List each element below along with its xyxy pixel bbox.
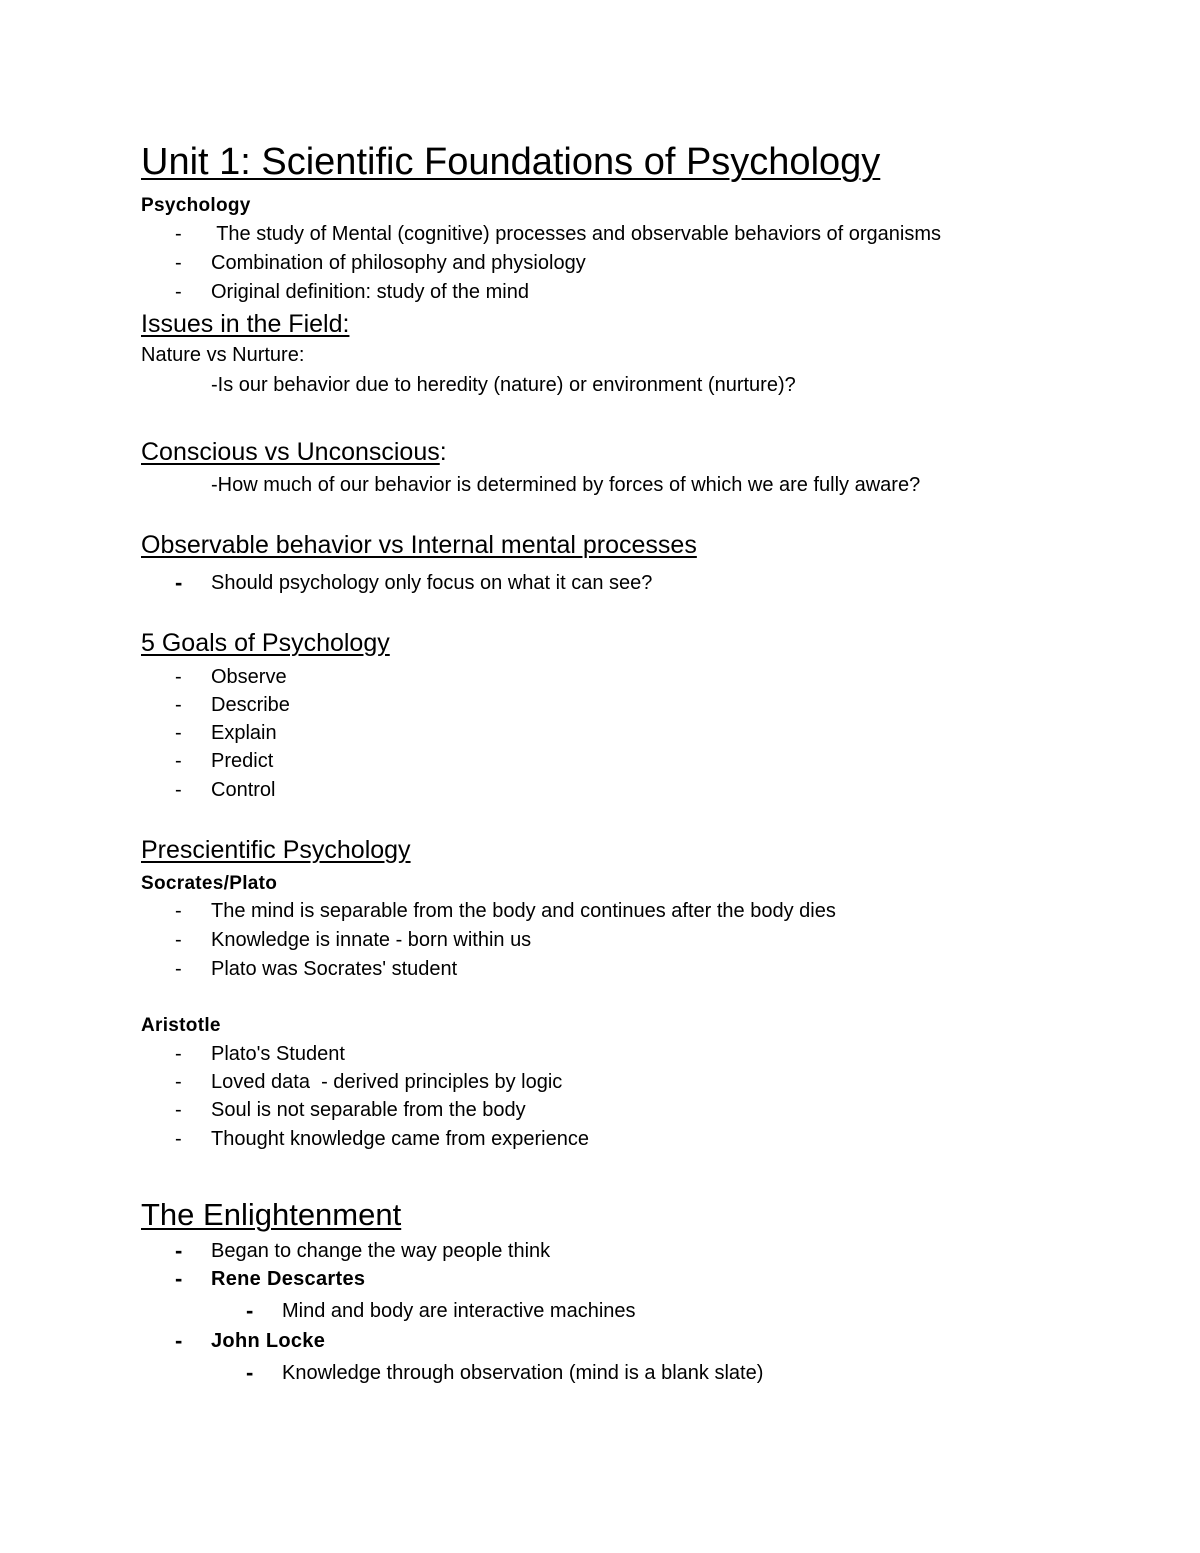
- conscious-heading: Conscious vs Unconscious: [141, 438, 440, 466]
- bullet-dash: -: [175, 223, 182, 245]
- bullet-dash: -: [175, 722, 182, 744]
- bullet-dash: -: [175, 252, 182, 274]
- list-item: Observe: [211, 666, 287, 688]
- psychology-label: Psychology: [141, 195, 251, 216]
- bullet-dash: -: [246, 1298, 254, 1323]
- list-item: Plato was Socrates' student: [211, 958, 458, 980]
- conscious-text: -How much of our behavior is determined by forces of which we are fully aware?: [211, 474, 921, 496]
- aristotle-label: Aristotle: [141, 1015, 221, 1036]
- bullet-dash: -: [175, 1328, 183, 1353]
- bullet-dash: -: [246, 1360, 254, 1385]
- bullet-dash: -: [175, 779, 182, 801]
- page-title: Unit 1: Scientific Foundations of Psychology: [141, 141, 881, 183]
- bullet-dash: -: [175, 570, 183, 595]
- list-item: Original definition: study of the mind: [211, 281, 529, 303]
- list-item: Mind and body are interactive machines: [282, 1300, 636, 1322]
- descartes-label: Rene Descartes: [211, 1268, 366, 1290]
- list-item: Should psychology only focus on what it can see?: [211, 572, 653, 594]
- locke-label: John Locke: [211, 1330, 326, 1352]
- bullet-dash: -: [175, 958, 182, 980]
- bullet-dash: -: [175, 666, 182, 688]
- list-item: Combination of philosophy and physiology: [211, 252, 586, 274]
- list-item: The study of Mental (cognitive) processes and observable behaviors of organisms: [211, 223, 942, 245]
- list-item: Plato's Student: [211, 1043, 345, 1065]
- bullet-dash: -: [175, 1043, 182, 1065]
- conscious-colon: :: [439, 438, 447, 466]
- conscious-heading-line: [141, 438, 447, 467]
- list-item: Thought knowledge came from experience: [211, 1128, 589, 1150]
- bullet-dash: -: [175, 750, 182, 772]
- bullet-dash: -: [175, 281, 182, 303]
- list-item: Describe: [211, 694, 290, 716]
- list-item: Predict: [211, 750, 274, 772]
- bullet-dash: -: [175, 900, 182, 922]
- bullet-dash: -: [175, 1128, 182, 1150]
- nature-text: -Is our behavior due to heredity (nature) or environment (nurture)?: [211, 374, 796, 396]
- bullet-dash: -: [175, 1099, 182, 1121]
- list-item: The mind is separable from the body and continues after the body dies: [211, 900, 836, 922]
- list-item: Began to change the way people think: [211, 1240, 551, 1262]
- bullet-dash: -: [175, 929, 182, 951]
- bullet-dash: -: [175, 1071, 182, 1093]
- list-item: Knowledge through observation (mind is a blank slate): [282, 1362, 764, 1384]
- bullet-dash: -: [175, 1266, 183, 1291]
- list-item: Soul is not separable from the body: [211, 1099, 526, 1121]
- nature-label: Nature vs Nurture:: [141, 344, 305, 366]
- observable-heading: Observable behavior vs Internal mental processes: [141, 531, 697, 559]
- prescientific-heading: Prescientific Psychology: [141, 836, 411, 864]
- enlightenment-heading: The Enlightenment: [141, 1197, 402, 1232]
- list-item: Knowledge is innate - born within us: [211, 929, 532, 951]
- goals-heading: 5 Goals of Psychology: [141, 629, 390, 657]
- issues-heading: Issues in the Field:: [141, 310, 350, 338]
- list-item: Control: [211, 779, 276, 801]
- list-item: Explain: [211, 722, 277, 744]
- bullet-dash: -: [175, 694, 182, 716]
- socrates-label: Socrates/Plato: [141, 873, 278, 894]
- list-item: Loved data - derived principles by logic: [211, 1071, 563, 1093]
- bullet-dash: -: [175, 1238, 183, 1263]
